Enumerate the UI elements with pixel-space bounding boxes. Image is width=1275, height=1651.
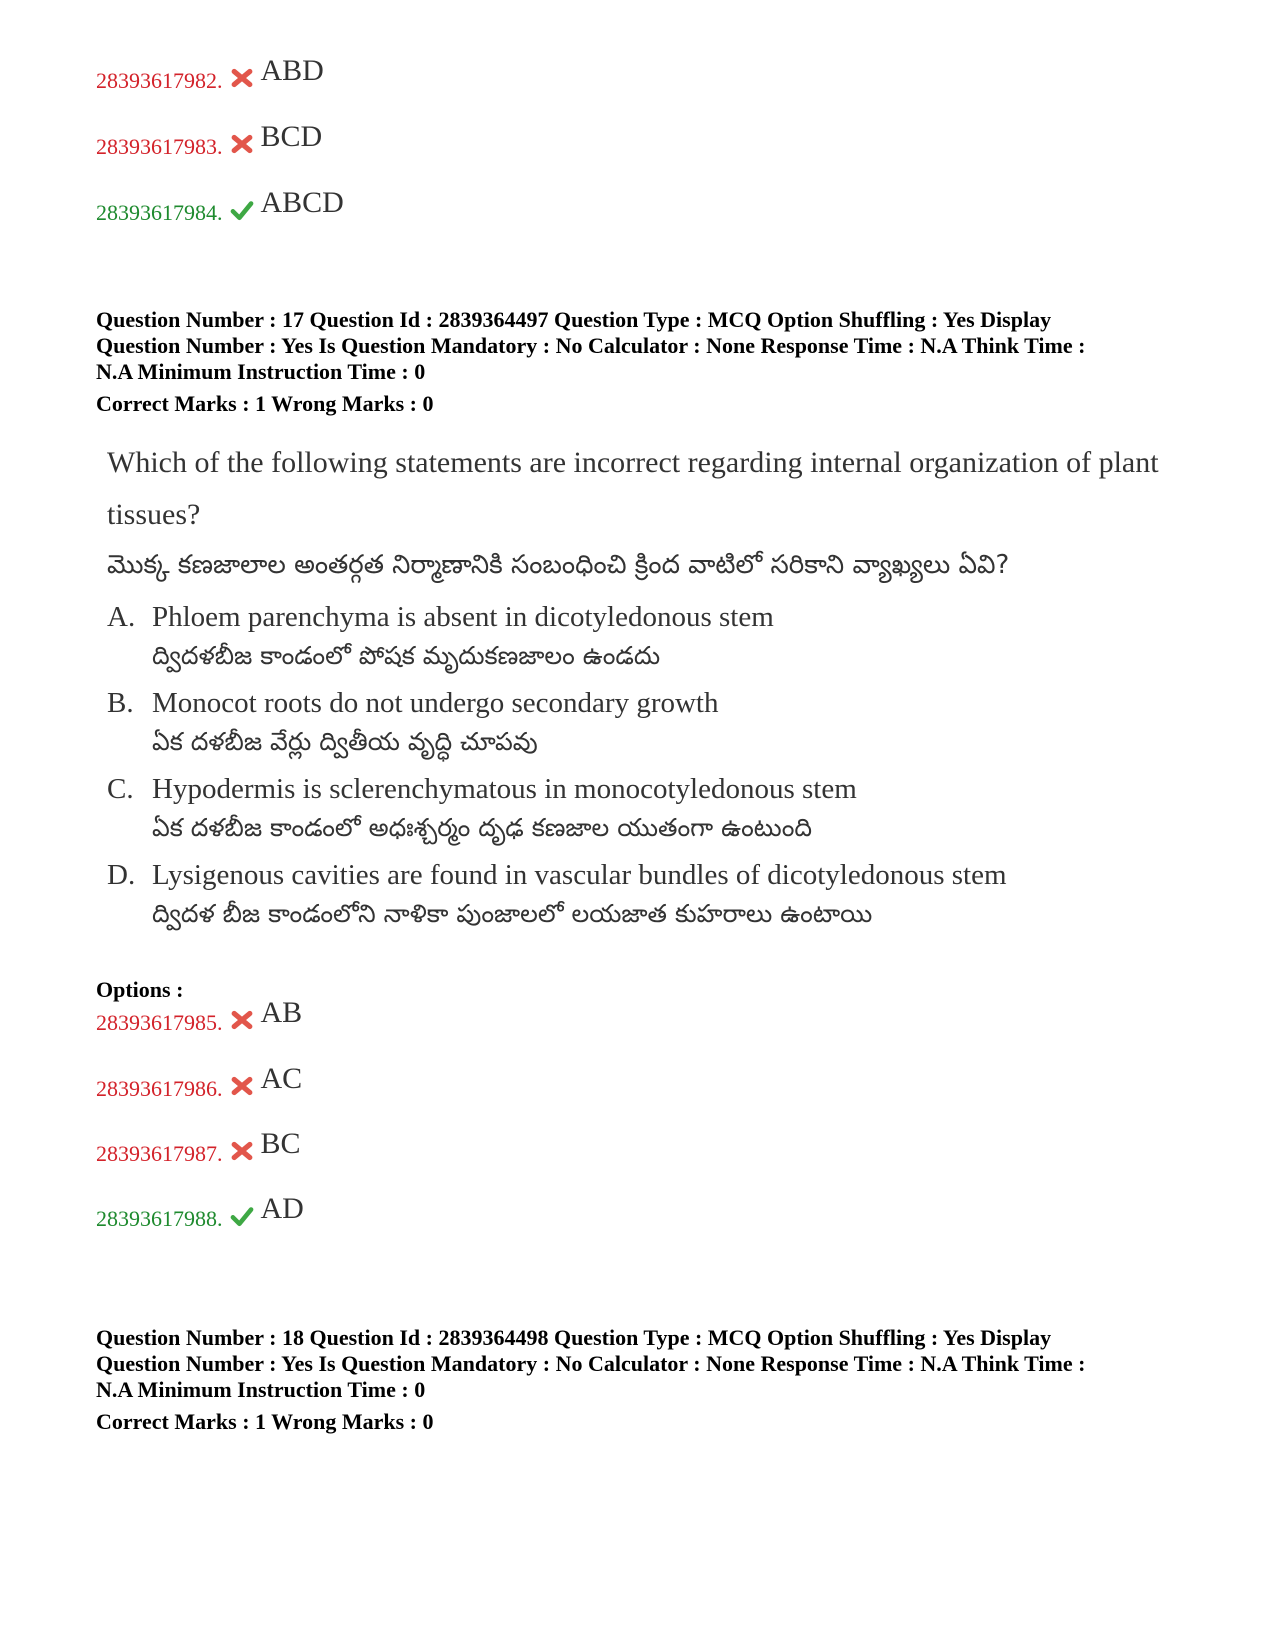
option-row (96, 996, 302, 1036)
option-id: 28393617987. (96, 1141, 223, 1166)
options-label: Options : (96, 977, 184, 1002)
question-meta (96, 307, 1196, 417)
statement-text-telugu: ఏక దళబీజ వేర్లు ద్వితీయ వృద్ధి చూపవు (152, 727, 538, 756)
option-id: 28393617988. (96, 1206, 223, 1231)
cross-icon (229, 1007, 255, 1033)
cross-icon (229, 1138, 255, 1164)
option-text: BC (260, 1127, 301, 1160)
option-row (96, 54, 324, 94)
option-text: ABCD (260, 186, 344, 219)
option-row (96, 1192, 304, 1232)
question-stem-telugu: మొక్క కణజాలాల అంతర్గత నిర్మాణానికి సంబంధించి క్రింద వాటిలో సరికాని వ్యాఖ్యలు ఏవి? (107, 550, 1010, 580)
statement (107, 681, 1187, 759)
meta-line: Question Number : 17 Question Id : 2839364497 Question Type : MCQ Option Shuffling : Yes Display (96, 307, 1052, 332)
statement-text-telugu: ద్విదళబీజ కాండంలో పోషక మృదుకణజాలం ఉండదు (152, 641, 661, 670)
option-id: 28393617984. (96, 200, 223, 225)
statement-text: Hypodermis is sclerenchymatous in monocotyledonous stem (152, 773, 857, 805)
option-row (96, 1127, 301, 1167)
marks-line: Correct Marks : 1 Wrong Marks : 0 (96, 1409, 434, 1434)
statement-text-telugu: ద్విదళ బీజ కాండంలోని నాళికా పుంజాలలో లయజాత కుహరాలు ఉంటాయి (152, 899, 873, 928)
statement-text: Phloem parenchyma is absent in dicotyledonous stem (152, 601, 774, 633)
statement-text: Lysigenous cavities are found in vascular bundles of dicotyledonous stem (152, 859, 1007, 891)
statement-letter: C. (107, 773, 134, 805)
check-icon (229, 197, 255, 223)
statement-text-telugu: ఏక దళబీజ కాండంలో అధఃశ్చర్మం దృఢ కణజాల యుతంగా ఉంటుంది (152, 813, 813, 842)
marks-line: Correct Marks : 1 Wrong Marks : 0 (96, 391, 434, 416)
statement (107, 767, 1187, 845)
option-text: AB (260, 996, 303, 1029)
option-id: 28393617986. (96, 1076, 223, 1101)
question-stem: Which of the following statements are incorrect regarding internal organization of plant tissues? (107, 446, 1159, 531)
meta-line: Question Number : 18 Question Id : 2839364498 Question Type : MCQ Option Shuffling : Yes Display (96, 1325, 1052, 1350)
meta-line: N.A Minimum Instruction Time : 0 (96, 1377, 426, 1402)
cross-icon (229, 65, 255, 91)
statement-letter: A. (107, 601, 136, 633)
cross-icon (229, 1073, 255, 1099)
meta-line: Question Number : Yes Is Question Mandatory : No Calculator : None Response Time : N.A Think Time : (96, 1351, 1086, 1376)
option-text: ABD (260, 54, 324, 87)
option-id: 28393617985. (96, 1010, 223, 1035)
cross-icon (229, 131, 255, 157)
option-row (96, 186, 344, 226)
check-icon (229, 1203, 255, 1229)
option-text: AC (260, 1062, 303, 1095)
option-text: AD (260, 1192, 304, 1225)
option-row (96, 1062, 302, 1102)
option-id: 28393617983. (96, 134, 223, 159)
option-id: 28393617982. (96, 68, 223, 93)
statement (107, 853, 1187, 931)
option-row (96, 120, 322, 160)
question-body (107, 437, 1187, 939)
statement-text: Monocot roots do not undergo secondary growth (152, 687, 719, 719)
statement-letter: D. (107, 859, 136, 891)
statement-letter: B. (107, 687, 134, 719)
option-text: BCD (260, 120, 323, 153)
question-meta (96, 1325, 1196, 1435)
meta-line: Question Number : Yes Is Question Mandatory : No Calculator : None Response Time : N.A Think Time : (96, 333, 1086, 358)
meta-line: N.A Minimum Instruction Time : 0 (96, 359, 426, 384)
statement (107, 595, 1187, 673)
